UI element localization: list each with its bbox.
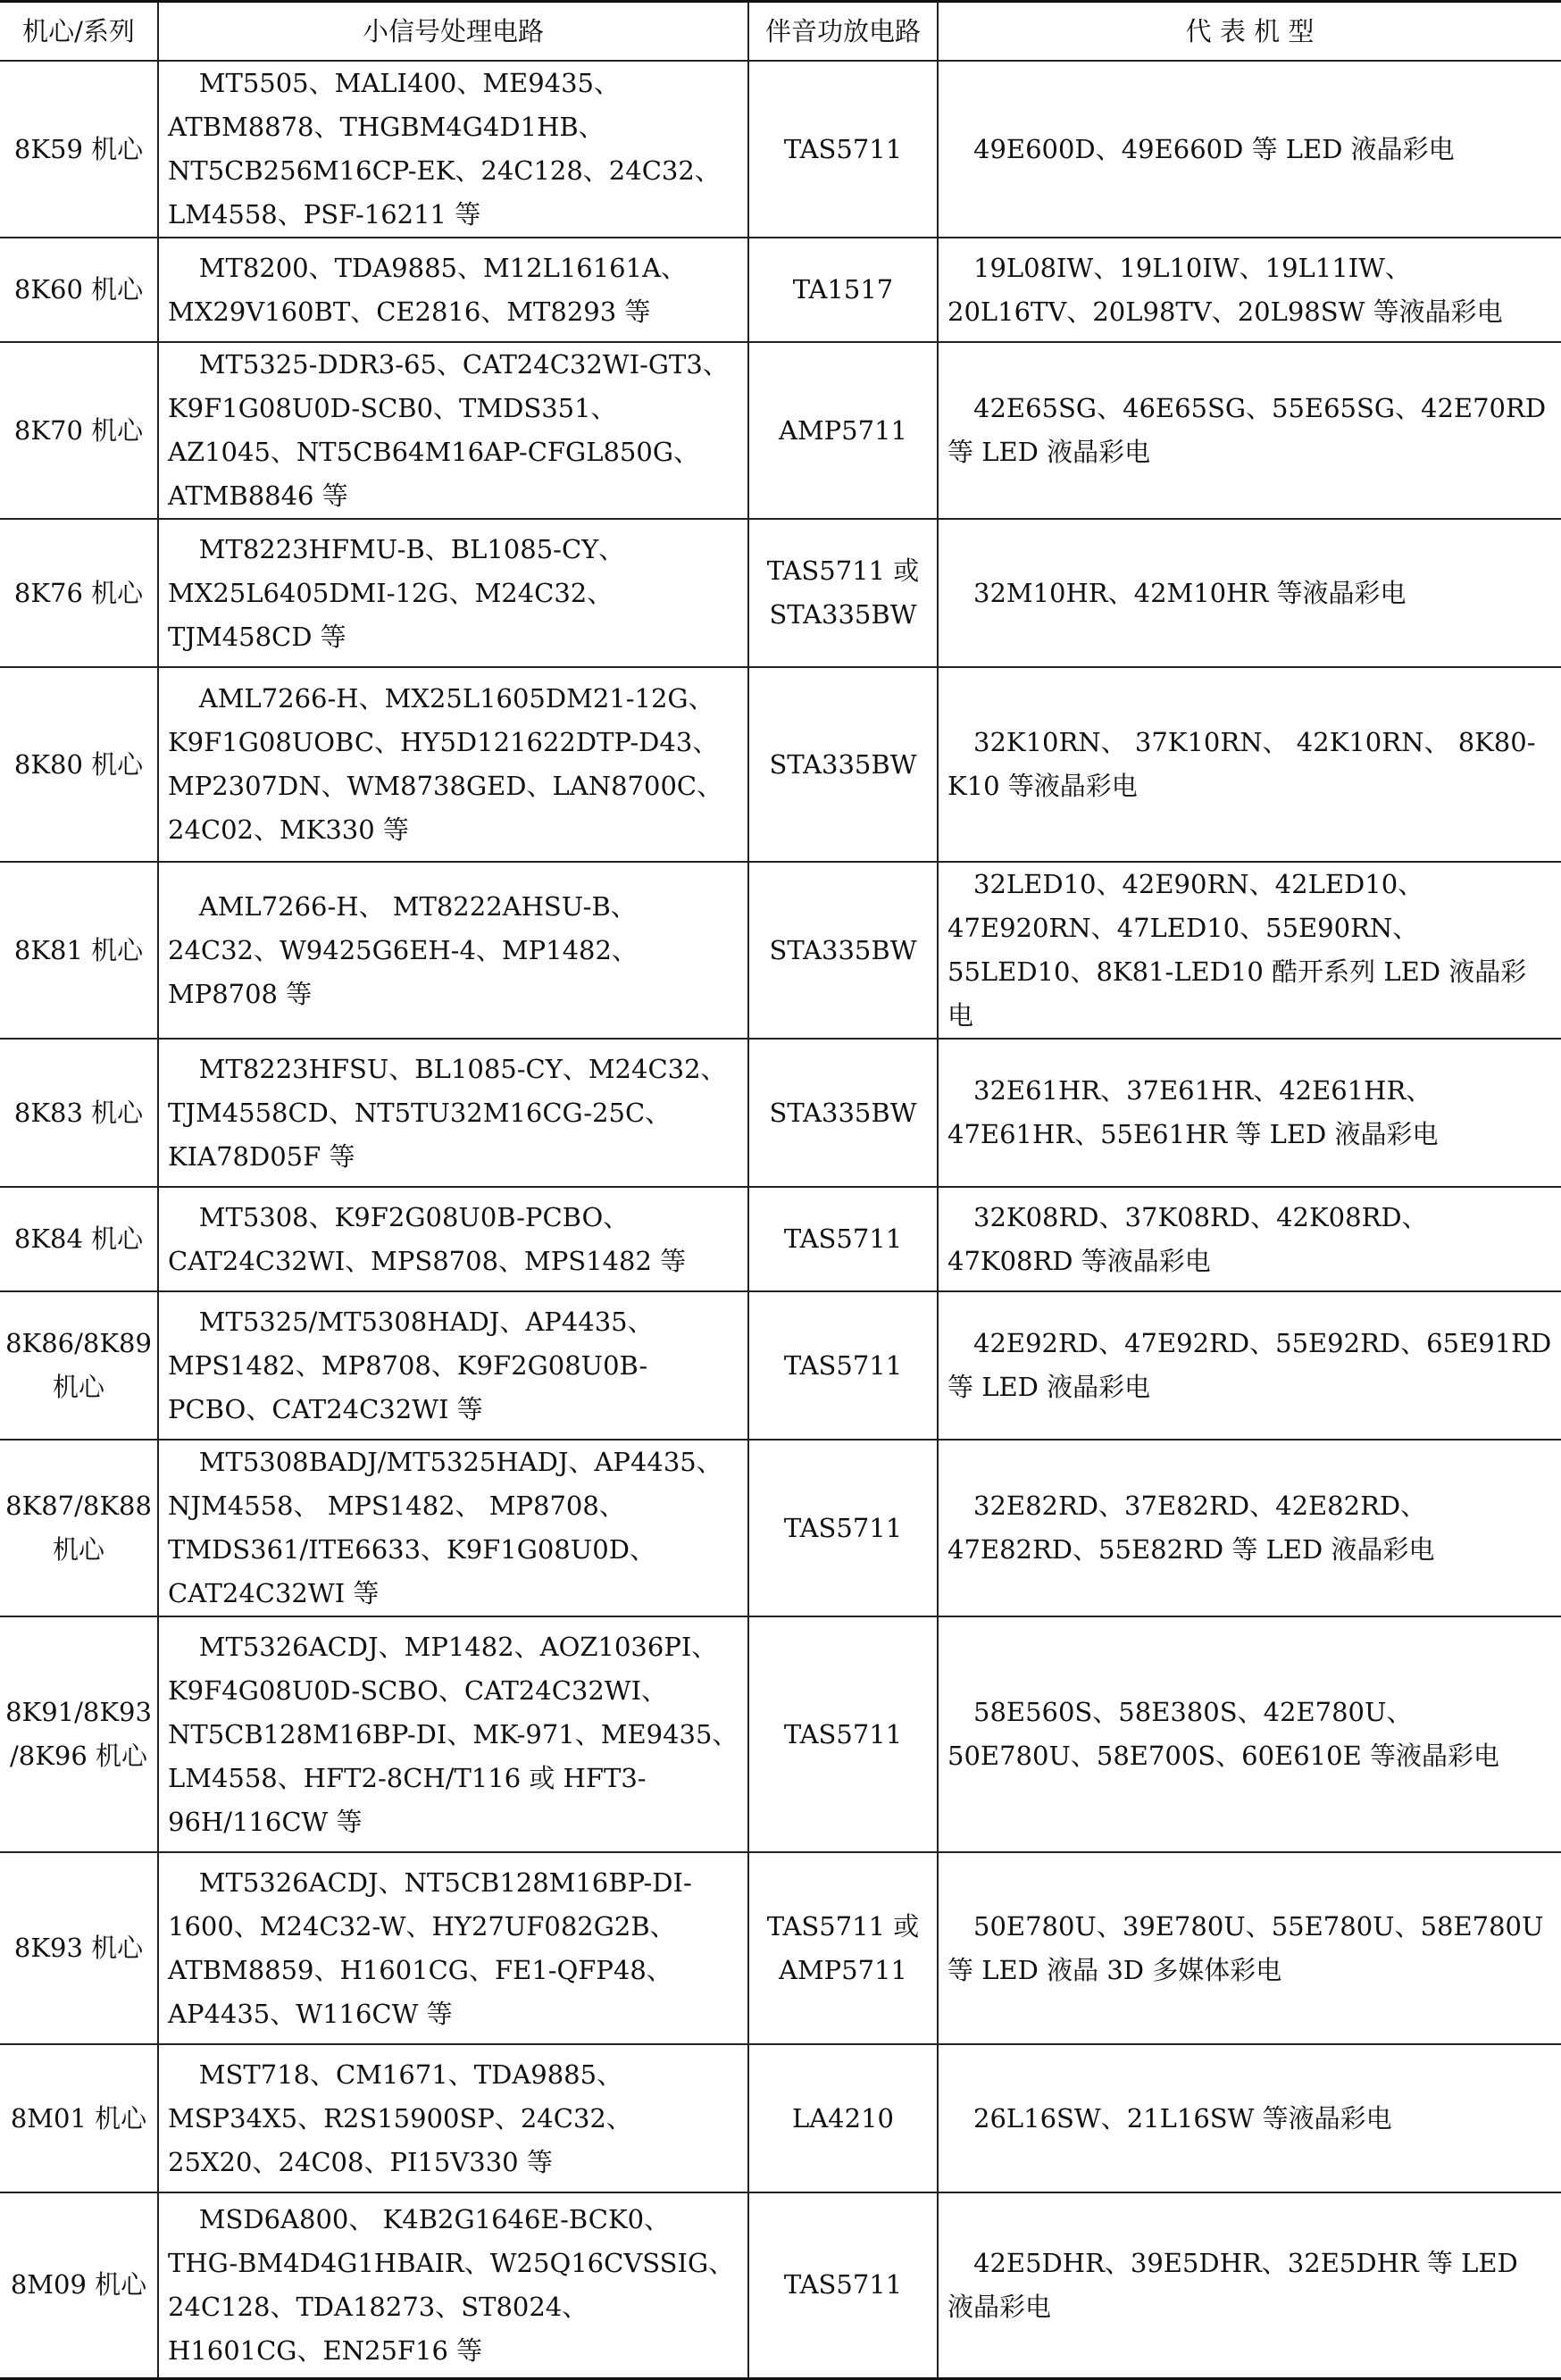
cell-series: 8K91/8K93/8K96 机心 bbox=[0, 1616, 158, 1852]
cell-amp: STA335BW bbox=[748, 862, 938, 1039]
cell-amp: STA335BW bbox=[748, 1039, 938, 1187]
cell-amp: TAS5711 bbox=[748, 1291, 938, 1440]
table-row bbox=[0, 2192, 1561, 2378]
cell-models: 49E600D、49E660D 等 LED 液晶彩电 bbox=[938, 61, 1561, 238]
cell-amp: LA4210 bbox=[748, 2044, 938, 2192]
cell-models: 32E61HR、37E61HR、42E61HR、47E61HR、55E61HR 等 LED 液晶彩电 bbox=[938, 1039, 1561, 1187]
table-row bbox=[0, 61, 1561, 238]
cell-series: 8M01 机心 bbox=[0, 2044, 158, 2192]
cell-models: 19L08IW、19L10IW、19L11IW、20L16TV、20L98TV、20L98SW 等液晶彩电 bbox=[938, 238, 1561, 342]
cell-signal: AML7266-H、MX25L1605DM21-12G、K9F1G08UOBC、HY5D121622DTP-D43、MP2307DN、WM8738GED、LAN8700C、24C02、MK330 等 bbox=[158, 667, 748, 862]
cell-amp: TAS5711 或 AMP5711 bbox=[748, 1852, 938, 2044]
cell-amp: TAS5711 bbox=[748, 1616, 938, 1852]
table-row bbox=[0, 667, 1561, 862]
cell-series: 8K80 机心 bbox=[0, 667, 158, 862]
cell-signal: MT5505、MALI400、ME9435、ATBM8878、THGBM4G4D1HB、 NT5CB256M16CP-EK、24C128、24C32、LM4558、PSF-16211 等 bbox=[158, 61, 748, 238]
cell-signal: MT5326ACDJ、NT5CB128M16BP-DI-1600、M24C32-W、HY27UF082G2B、ATBM8859、H1601CG、FE1-QFP48、AP4435、W116CW 等 bbox=[158, 1852, 748, 2044]
cell-series: 8K86/8K89 机心 bbox=[0, 1291, 158, 1440]
cell-models: 58E560S、58E380S、42E780U、50E780U、58E700S、60E610E 等液晶彩电 bbox=[938, 1616, 1561, 1852]
table-row bbox=[0, 1852, 1561, 2044]
table-row bbox=[0, 862, 1561, 1039]
cell-series: 8K60 机心 bbox=[0, 238, 158, 342]
cell-signal: MT8223HFMU-B、BL1085-CY、MX25L6405DMI-12G、M24C32、TJM458CD 等 bbox=[158, 519, 748, 667]
cell-amp: TA1517 bbox=[748, 238, 938, 342]
cell-signal: MT5326ACDJ、MP1482、AOZ1036PI、K9F4G08U0D-SCBO、CAT24C32WI、NT5CB128M16BP-DI、MK-971、ME9435、LM4558、HFT2-8CH/T116 或 HFT3-96H/116CW 等 bbox=[158, 1616, 748, 1852]
cell-series: 8K93 机心 bbox=[0, 1852, 158, 2044]
table-row bbox=[0, 519, 1561, 667]
table-row bbox=[0, 1291, 1561, 1440]
cell-amp: TAS5711 或 STA335BW bbox=[748, 519, 938, 667]
cell-signal: MSD6A800、 K4B2G1646E-BCK0、 THG-BM4D4G1HBAIR、W25Q16CVSSIG、24C128、TDA18273、ST8024、H1601CG、EN25F16 等 bbox=[158, 2192, 748, 2378]
cell-series: 8K81 机心 bbox=[0, 862, 158, 1039]
cell-series: 8M09 机心 bbox=[0, 2192, 158, 2378]
cell-signal: MT5325-DDR3-65、CAT24C32WI-GT3、K9F1G08U0D-SCB0、TMDS351、AZ1045、NT5CB64M16AP-CFGL850G、ATMB8846 等 bbox=[158, 342, 748, 519]
header-series: 机心/系列 bbox=[0, 2, 158, 62]
cell-signal: MT5308BADJ/MT5325HADJ、AP4435、NJM4558、 MPS1482、 MP8708、 TMDS361/ITE6633、K9F1G08U0D、CAT24C32WI 等 bbox=[158, 1440, 748, 1616]
cell-models: 32K08RD、37K08RD、42K08RD、47K08RD 等液晶彩电 bbox=[938, 1187, 1561, 1291]
cell-models: 32K10RN、 37K10RN、 42K10RN、 8K80-K10 等液晶彩电 bbox=[938, 667, 1561, 862]
cell-models: 42E65SG、46E65SG、55E65SG、42E70RD 等 LED 液晶彩电 bbox=[938, 342, 1561, 519]
header-signal-circuit: 小信号处理电路 bbox=[158, 2, 748, 62]
cell-series: 8K84 机心 bbox=[0, 1187, 158, 1291]
table-row bbox=[0, 1187, 1561, 1291]
cell-amp: TAS5711 bbox=[748, 2192, 938, 2378]
cell-signal: MT8200、TDA9885、M12L16161A、MX29V160BT、CE2816、MT8293 等 bbox=[158, 238, 748, 342]
table-row bbox=[0, 1440, 1561, 1616]
cell-models: 32E82RD、37E82RD、42E82RD、47E82RD、55E82RD 等 LED 液晶彩电 bbox=[938, 1440, 1561, 1616]
cell-signal: MT5325/MT5308HADJ、AP4435、MPS1482、MP8708、K9F2G08U0B-PCBO、CAT24C32WI 等 bbox=[158, 1291, 748, 1440]
cell-models: 32M10HR、42M10HR 等液晶彩电 bbox=[938, 519, 1561, 667]
table-row bbox=[0, 2044, 1561, 2192]
cell-signal: MST718、CM1671、TDA9885、MSP34X5、R2S15900SP、24C32、25X20、24C08、PI15V330 等 bbox=[158, 2044, 748, 2192]
cell-series: 8K59 机心 bbox=[0, 61, 158, 238]
header-models: 代 表 机 型 bbox=[938, 2, 1561, 62]
cell-signal: MT5308、K9F2G08U0B-PCBO、CAT24C32WI、MPS8708、MPS1482 等 bbox=[158, 1187, 748, 1291]
table-row bbox=[0, 342, 1561, 519]
cell-signal: AML7266-H、 MT8222AHSU-B、 24C32、W9425G6EH-4、MP1482、MP8708 等 bbox=[158, 862, 748, 1039]
cell-models: 26L16SW、21L16SW 等液晶彩电 bbox=[938, 2044, 1561, 2192]
cell-amp: AMP5711 bbox=[748, 342, 938, 519]
cell-series: 8K70 机心 bbox=[0, 342, 158, 519]
cell-models: 32LED10、42E90RN、42LED10、47E920RN、47LED10、55E90RN、55LED10、8K81-LED10 酷开系列 LED 液晶彩电 bbox=[938, 862, 1561, 1039]
cell-models: 42E92RD、47E92RD、55E92RD、65E91RD 等 LED 液晶彩电 bbox=[938, 1291, 1561, 1440]
table-header-row bbox=[0, 2, 1561, 62]
cell-amp: STA335BW bbox=[748, 667, 938, 862]
cell-amp: TAS5711 bbox=[748, 1187, 938, 1291]
cell-series: 8K83 机心 bbox=[0, 1039, 158, 1187]
cell-series: 8K87/8K88 机心 bbox=[0, 1440, 158, 1616]
table-row bbox=[0, 238, 1561, 342]
table-row bbox=[0, 1616, 1561, 1852]
header-audio-amp: 伴音功放电路 bbox=[748, 2, 938, 62]
cell-series: 8K76 机心 bbox=[0, 519, 158, 667]
cell-models: 42E5DHR、39E5DHR、32E5DHR 等 LED 液晶彩电 bbox=[938, 2192, 1561, 2378]
cell-amp: TAS5711 bbox=[748, 61, 938, 238]
table-row bbox=[0, 1039, 1561, 1187]
cell-models: 50E780U、39E780U、55E780U、58E780U 等 LED 液晶 3D 多媒体彩电 bbox=[938, 1852, 1561, 2044]
cell-amp: TAS5711 bbox=[748, 1440, 938, 1616]
cell-signal: MT8223HFSU、BL1085-CY、M24C32、TJM4558CD、NT5TU32M16CG-25C、KIA78D05F 等 bbox=[158, 1039, 748, 1187]
